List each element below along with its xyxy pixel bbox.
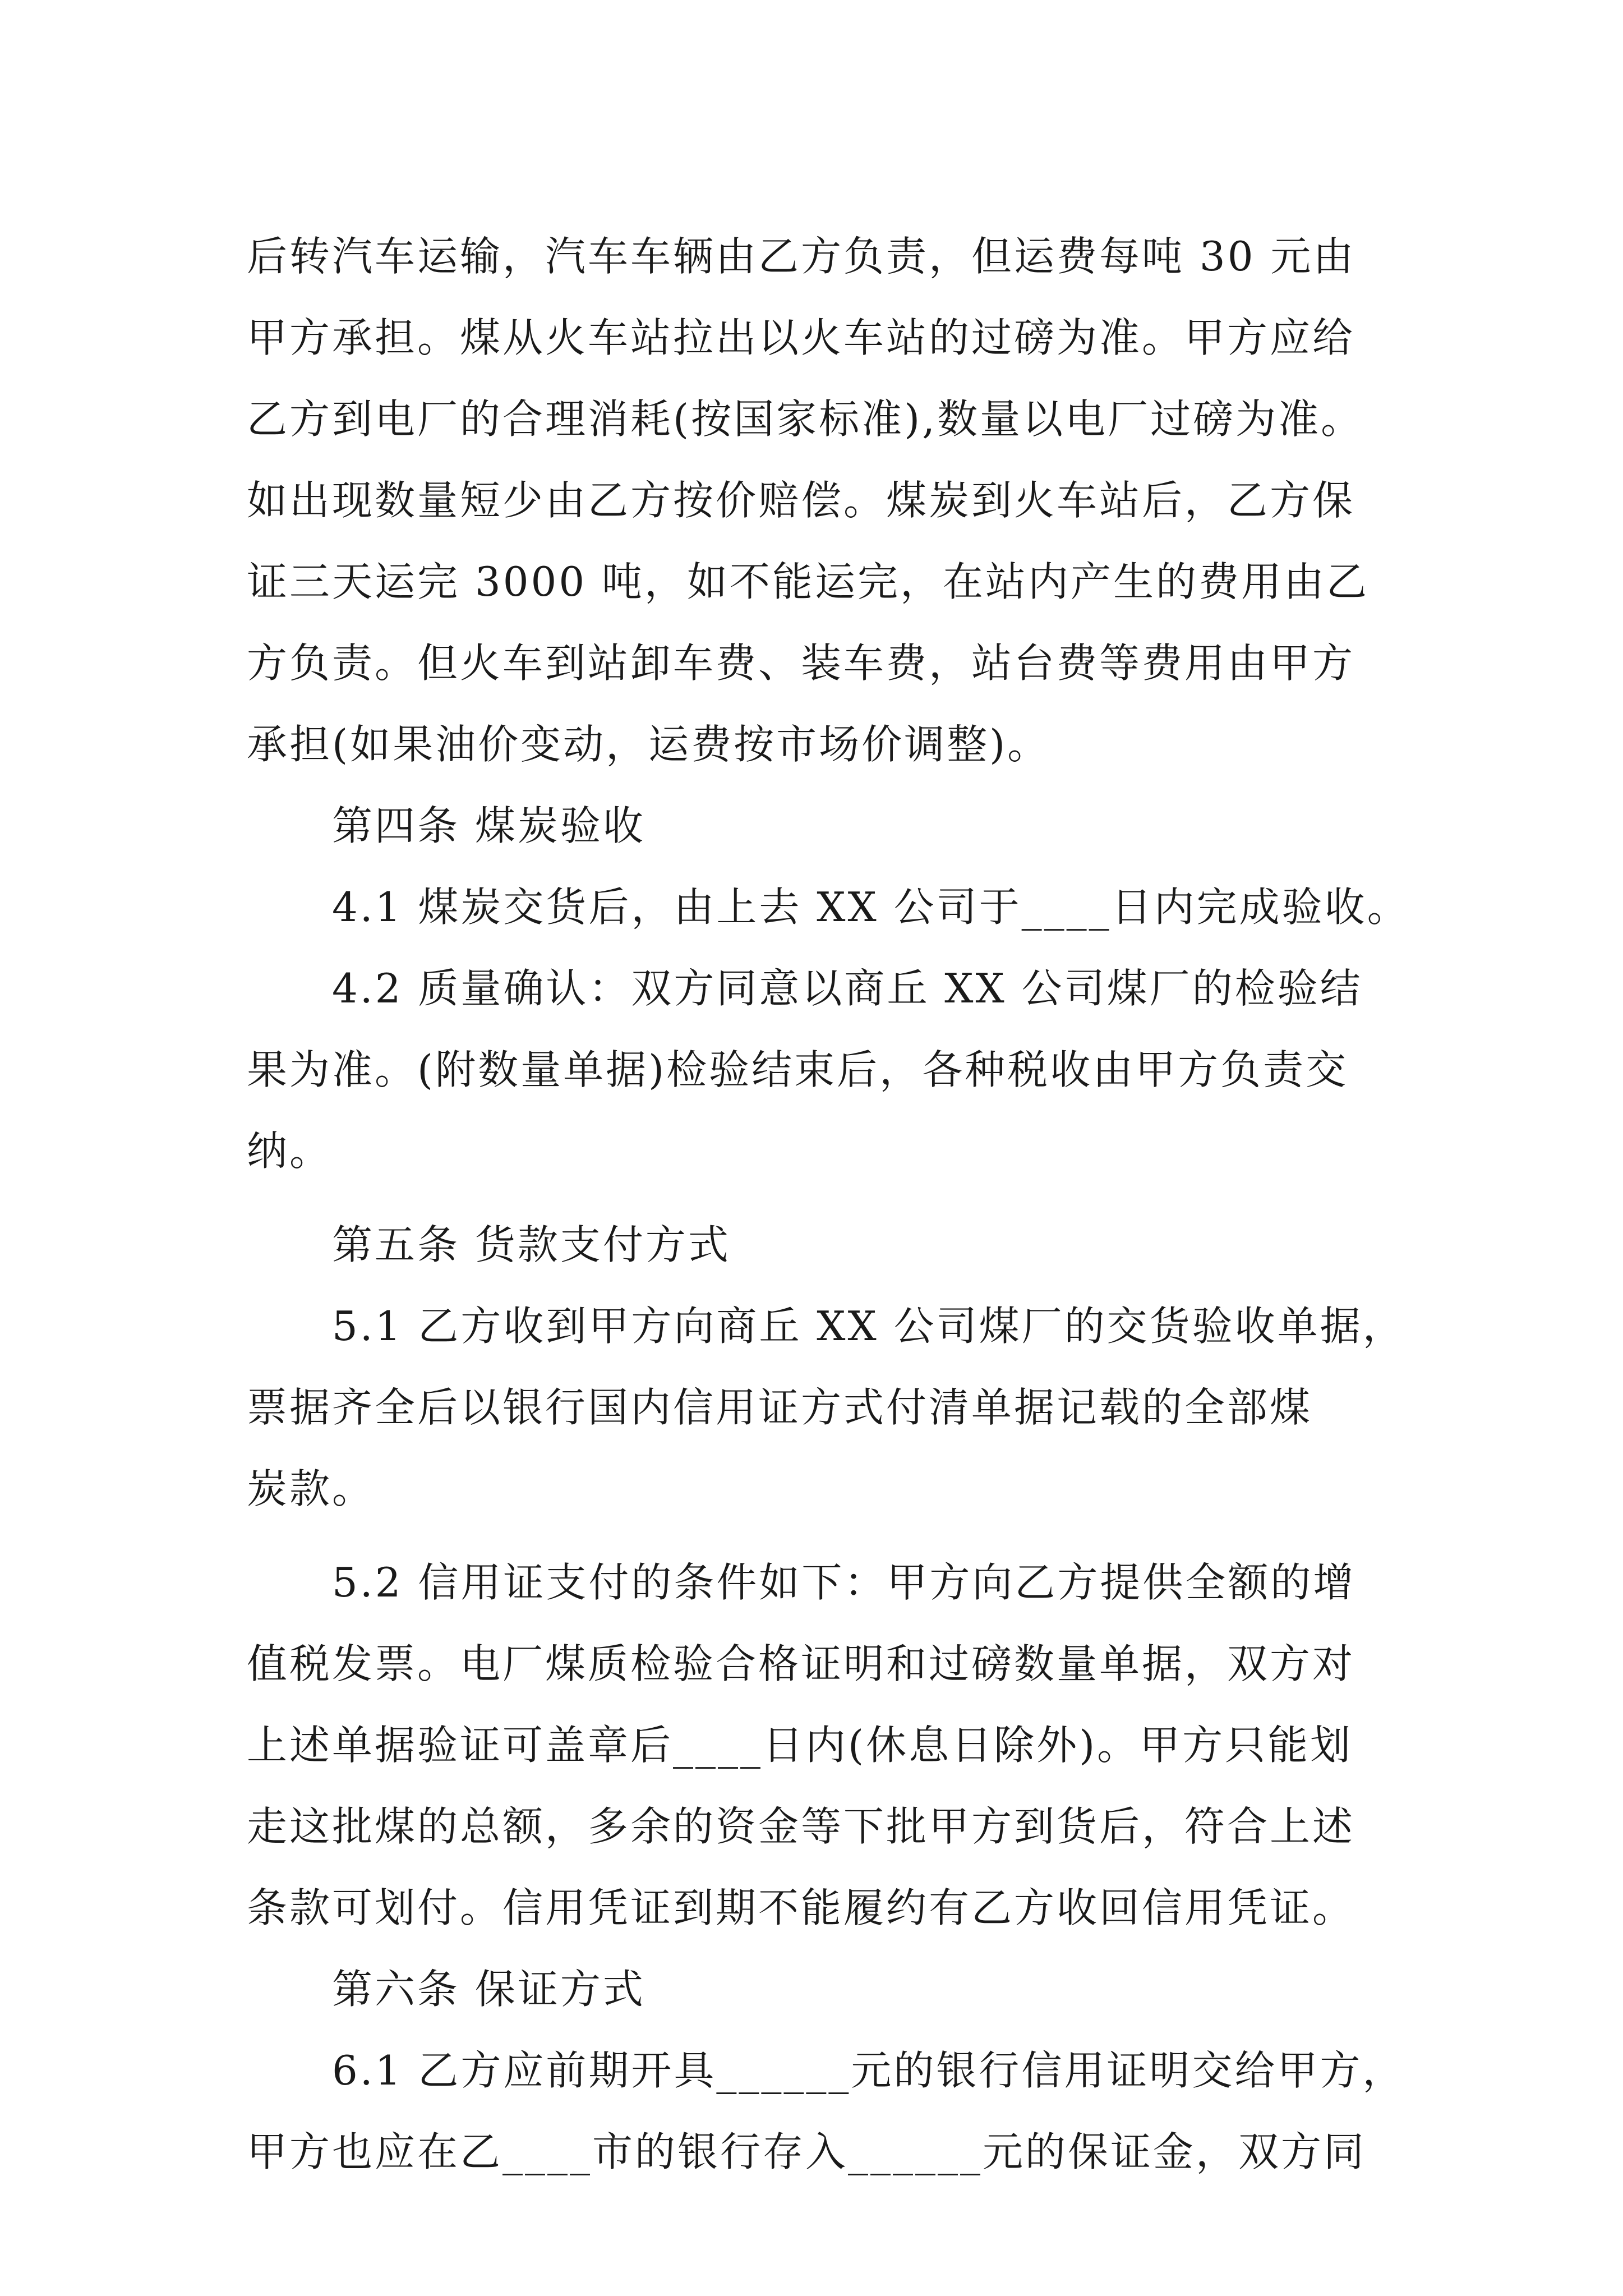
text-line: 后转汽车运输，汽车车辆由乙方负责，但运费每吨 30 元由: [247, 233, 1356, 280]
text-line: 如出现数量短少由乙方按价赔偿。煤炭到火车站后，乙方保: [247, 477, 1355, 524]
clause-5-2: 5.2 信用证支付的条件如下：甲方向乙方提供全额的增: [332, 1559, 1356, 1606]
text-line: 甲方承担。煤从火车站拉出以火车站的过磅为准。甲方应给: [247, 314, 1355, 361]
text-line: 值税发票。电厂煤质检验合格证明和过磅数量单据，双方对: [247, 1640, 1355, 1687]
text-line: 炭款。: [247, 1465, 375, 1512]
text-line: 承担(如果油价变动，运费按市场价调整)。: [247, 721, 1050, 768]
clause-6-1: 6.1 乙方应前期开具______元的银行信用证明交给甲方，: [332, 2047, 1405, 2094]
clause-5-1: 5.1 乙方收到甲方向商丘 XX 公司煤厂的交货验收单据，: [332, 1303, 1405, 1350]
text-line: 乙方到电厂的合理消耗(按国家标准),数量以电厂过磅为准。: [247, 395, 1364, 443]
text-line: 纳。: [247, 1128, 333, 1175]
clause-4-1: 4.1 煤炭交货后，由上去 XX 公司于____日内完成验收。: [332, 884, 1410, 931]
text-line: 证三天运完 3000 吨，如不能运完，在站内产生的费用由乙: [247, 558, 1370, 605]
text-line: 甲方也应在乙____市的银行存入______元的保证金，双方同: [247, 2128, 1367, 2175]
section-heading-5: 第五条 货款支付方式: [332, 1221, 731, 1268]
section-heading-6: 第六条 保证方式: [332, 1966, 645, 2013]
text-line: 上述单据验证可盖章后____日内(休息日除外)。甲方只能划: [247, 1722, 1353, 1769]
text-line: 方负责。但火车到站卸车费、装车费，站台费等费用由甲方: [247, 639, 1355, 687]
text-line: 票据齐全后以银行国内信用证方式付清单据记载的全部煤: [247, 1384, 1313, 1431]
text-line: 走这批煤的总额，多余的资金等下批甲方到货后，符合上述: [247, 1803, 1355, 1850]
text-line: 果为准。(附数量单据)检验结束后，各种税收由甲方负责交: [247, 1046, 1349, 1093]
clause-4-2: 4.2 质量确认：双方同意以商丘 XX 公司煤厂的检验结: [332, 965, 1363, 1012]
section-heading-4: 第四条 煤炭验收: [332, 802, 645, 849]
contract-text: [247, 216, 1410, 2193]
text-line: 条款可划付。信用凭证到期不能履约有乙方收回信用凭证。: [247, 1884, 1355, 1931]
